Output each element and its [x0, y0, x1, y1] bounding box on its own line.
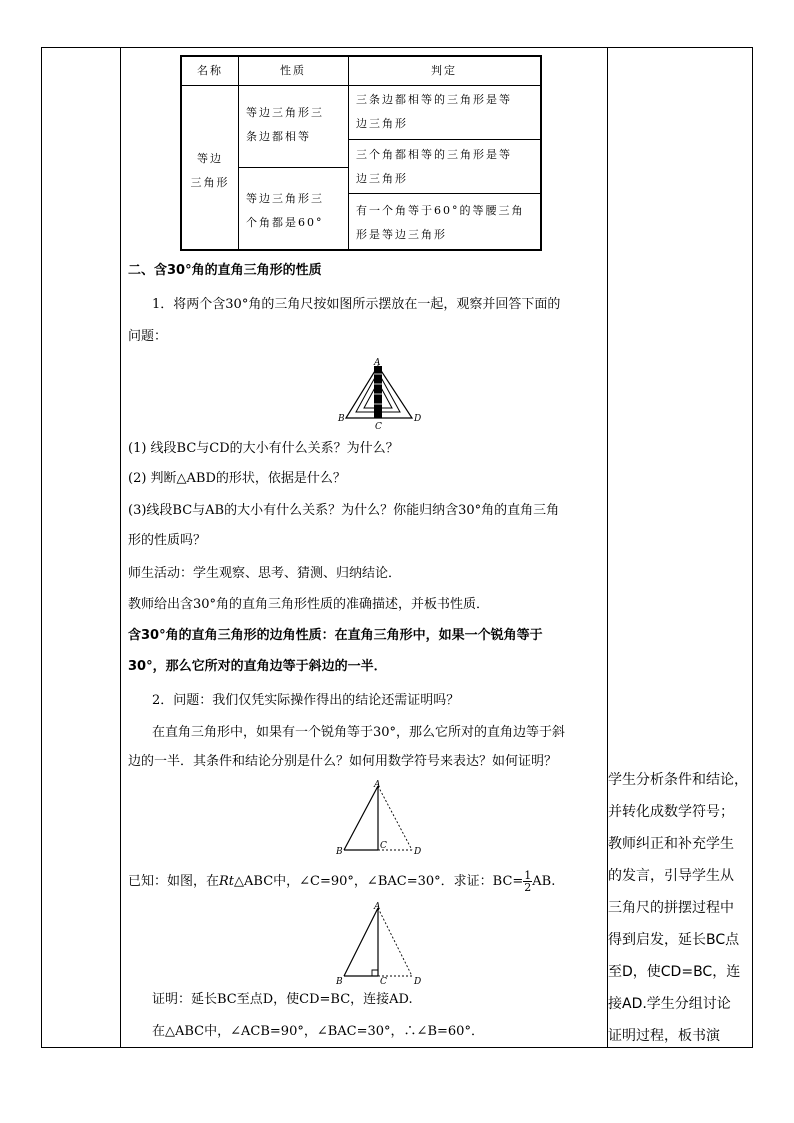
column-divider-left	[120, 48, 121, 1047]
note-line: 证明过程，板书演	[608, 1028, 720, 1044]
question-1-line-2: 问题：	[128, 329, 168, 344]
sub-question-3-line-2: 形的性质吗？	[128, 533, 207, 548]
note-line: 并转化成数学符号；	[608, 804, 734, 820]
section-title: 二、含30°角的直角三角形的性质	[128, 263, 322, 278]
question-2: 2．问题：我们仅凭实际操作得出的结论还需证明吗？	[152, 693, 460, 708]
theorem-line-2: 30°，那么它所对的直角边等于斜边的一半．	[128, 659, 387, 674]
fig1-label-d: D	[414, 414, 422, 424]
cell-judgment-3: 有一个角等于60°的等腰三角 形是等边三角形	[356, 204, 525, 241]
cell-property-sides: 等边三角形三 条边都相等	[246, 106, 324, 143]
question-1-line-1: 1．将两个含30°角的三角尺按如图所示摆放在一起，观察并回答下面的	[152, 297, 561, 312]
activity-line-2: 教师给出含30°角的直角三角形性质的准确描述，并板书性质．	[128, 597, 490, 612]
fig1-label-b: B	[338, 414, 345, 424]
proof-line-2: 在△ABC中，∠ACB=90°，∠BAC=30°，∴∠B=60°．	[152, 1024, 484, 1039]
note-line: 教师纠正和补充学生	[608, 836, 734, 852]
figure-right-triangle-2	[336, 900, 426, 984]
fig1-label-a: A	[374, 358, 381, 368]
fig3-label-d: D	[414, 977, 422, 984]
fig3-label-a: A	[374, 902, 381, 912]
note-line: 的发言，引导学生从	[608, 868, 734, 884]
note-line: 得到启发，延长BC点	[608, 932, 740, 948]
equilateral-triangle-table	[180, 55, 542, 251]
figure-two-set-squares	[336, 356, 422, 430]
cell-judgment-2: 三个角都相等的三角形是等 边三角形	[356, 148, 512, 185]
fig3-label-c: C	[380, 977, 387, 984]
note-line: 三角尺的拼摆过程中	[608, 900, 734, 916]
figure-right-triangle-1	[336, 778, 426, 856]
sub-question-1: (1) 线段BC与CD的大小有什么关系？为什么？	[128, 441, 399, 456]
header-judgment: 判定	[431, 64, 457, 77]
fig3-label-b: B	[336, 977, 343, 984]
fig2-label-d: D	[414, 847, 422, 856]
proof-line-1: 证明：延长BC至点D，使CD=BC，连接AD.	[152, 992, 413, 1007]
fig2-label-c: C	[380, 841, 387, 851]
note-line: 接AD.学生分组讨论	[608, 996, 731, 1012]
note-line: 至D，使CD=BC，连	[608, 964, 741, 980]
question-2-body-line-2: 边的一半．其条件和结论分别是什么？如何用数学符号来表达？如何证明？	[128, 754, 558, 769]
fig2-label-a: A	[374, 780, 381, 790]
note-line: 学生分析条件和结论，	[608, 772, 748, 788]
cell-equilateral-triangle: 等边 三角形	[190, 152, 230, 189]
fig2-label-b: B	[336, 847, 343, 856]
cell-property-angles: 等边三角形三 个角都是60°	[246, 192, 324, 229]
header-property: 性质	[280, 64, 306, 77]
fraction-one-half: $\frac{1}{2}$	[524, 869, 532, 894]
cell-judgment-1: 三条边都相等的三角形是等 边三角形	[356, 93, 512, 130]
theorem-line-1: 含30°角的直角三角形的边角性质：在直角三角形中，如果一个锐角等于	[128, 628, 543, 643]
header-name: 名称	[197, 64, 223, 77]
sub-question-2: (2) 判断△ABD的形状，依据是什么？	[128, 471, 346, 486]
activity-line-1: 师生活动：学生观察、思考、猜测、归纳结论．	[128, 566, 402, 581]
question-2-body-line-1: 在直角三角形中，如果有一个锐角等于30°，那么它所对的直角边等于斜	[152, 725, 566, 740]
fig1-label-c: C	[375, 422, 382, 430]
given-statement: 已知：如图，在Rt△ABC中，∠C=90°，∠BAC=30°．求证：BC= $\frac{1}{2}$ AB.	[128, 869, 556, 894]
teacher-notes	[608, 764, 748, 1052]
sub-question-3-line-1: (3)线段BC与AB的大小有什么关系？为什么？你能归纳含30°角的直角三角	[128, 503, 560, 518]
